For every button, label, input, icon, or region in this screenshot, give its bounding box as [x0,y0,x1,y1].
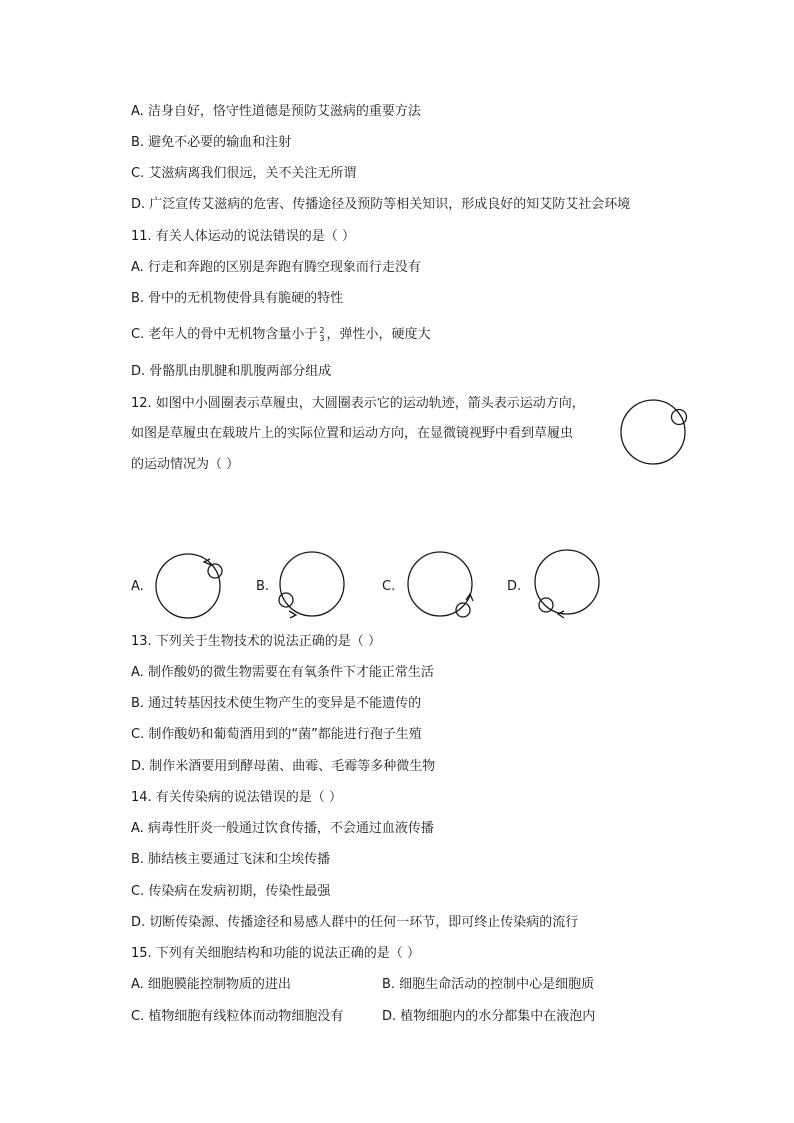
fraction-two-thirds [319,327,324,343]
q14-option-b: B. 肺结核主要通过飞沫和尘埃传播 [131,852,331,867]
paramecium-circle [279,593,293,607]
q15-option-b: B. 细胞生命活动的控制中心是细胞质 [382,977,595,992]
q11-option-d: D. 骨骼肌由肌腱和肌腹两部分组成 [131,364,332,379]
q11-option-b: B. 骨中的无机物使骨具有脆硬的特性 [131,291,344,306]
q12-option-c-figure [400,544,480,624]
q12-option-b-figure [272,546,352,622]
direction-arrow-icon [558,611,564,618]
paramecium-reference-figure [612,392,696,472]
q12-option-b-label: B. [256,579,270,594]
q12-option-d-figure [527,542,607,622]
q12-stem-line-3: 的运动情况为（ ） [131,457,240,472]
q10-option-c: C. 艾滋病离我们很远，关不关注无所谓 [131,166,357,181]
q15-option-c: C. 植物细胞有线粒体而动物细胞没有 [131,1009,344,1024]
q13-option-a: A. 制作酸奶的微生物需要在有氧条件下才能正常生活 [131,665,434,680]
direction-arrow-icon [289,611,296,618]
q12-option-a-figure [150,550,230,622]
trajectory-circle [156,554,220,618]
paramecium-circle [539,598,553,612]
q10-option-a: A. 洁身自好，恪守性道德是预防艾滋病的重要方法 [131,104,421,119]
q13-option-d: D. 制作米酒要用到酵母菌、曲霉、毛霉等多种微生物 [131,759,436,774]
q14-option-a: A. 病毒性肝炎一般通过饮食传播，不会通过血液传播 [131,821,434,836]
q12-stem-line-2: 如图是草履虫在载玻片上的实际位置和运动方向，在显微镜视野中看到草履虫 [131,426,574,441]
q15-option-d: D. 植物细胞内的水分都集中在液泡内 [382,1009,596,1024]
trajectory-circle [408,552,472,616]
paramecium-circle [672,410,687,425]
paramecium-circle [208,564,222,578]
q15-option-a: A. 细胞膜能控制物质的进出 [131,977,291,992]
q13-stem: 13. 下列关于生物技术的说法正确的是（ ） [131,634,381,649]
q10-option-d: D. 广泛宣传艾滋病的危害、传播途径及预防等相关知识，形成良好的知艾防艾社会环境 [131,197,631,212]
q12-option-a-label: A. [131,579,144,594]
q11-option-c-text-after: ，弹性小，硬度大 [326,327,431,342]
q15-stem: 15. 下列有关细胞结构和功能的说法正确的是（ ） [131,946,420,961]
fraction-numerator: 2 [319,325,325,335]
q11-option-c-text-before: C. 老年人的骨中无机物含量小于 [131,327,318,342]
q10-option-b: B. 避免不必要的输血和注射 [131,135,292,150]
trajectory-circle [621,400,685,464]
q14-option-d: D. 切断传染源、传播途径和易感人群中的任何一环节，即可终止传染病的流行 [131,915,579,930]
q14-option-c: C. 传染病在发病初期，传染性最强 [131,884,331,899]
q13-option-b: B. 通过转基因技术使生物产生的变异是不能遗传的 [131,696,422,711]
q13-option-c: C. 制作酸奶和葡萄酒用到的“菌”都能进行孢子生殖 [131,727,422,742]
q11-option-a: A. 行走和奔跑的区别是奔跑有腾空现象而行走没有 [131,260,421,275]
q11-stem: 11. 有关人体运动的说法错误的是（ ） [131,229,355,244]
trajectory-circle [535,550,599,614]
q14-stem: 14. 有关传染病的说法错误的是（ ） [131,790,342,805]
q11-option-c [131,325,430,345]
fraction-denominator: 3 [319,333,325,343]
q12-option-d-label: D. [507,579,522,594]
q12-stem-line-1: 12. 如图中小圆圈表示草履虫，大圆圈表示它的运动轨迹，箭头表示运动方向， [131,396,585,411]
q12-option-c-label: C. [382,579,396,594]
